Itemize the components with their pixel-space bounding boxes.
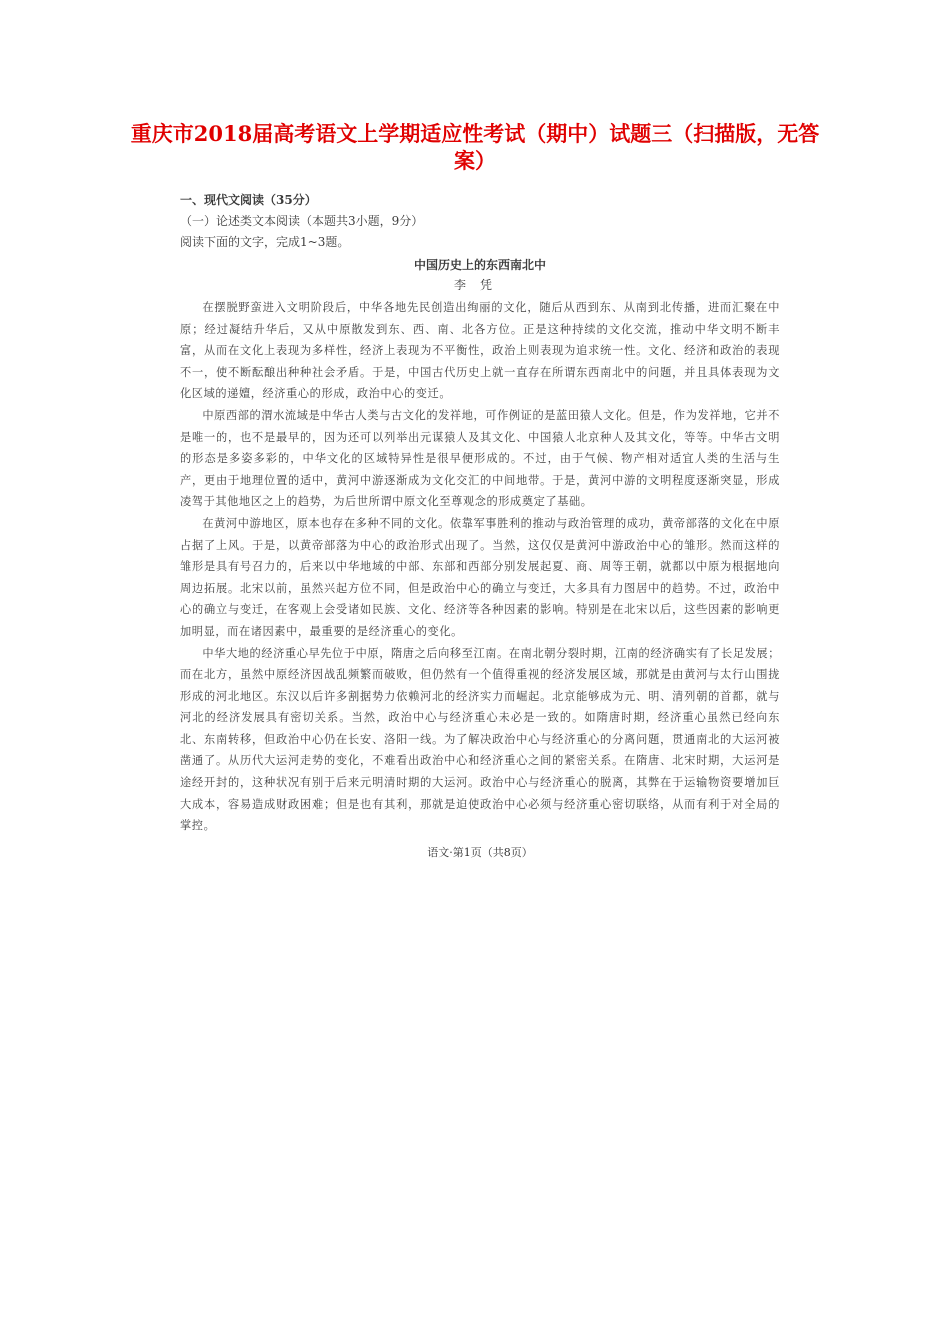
document-title: 重庆市2018届高考语文上学期适应性考试（期中）试题三（扫描版，无答案）: [130, 121, 820, 173]
subsection-heading: （一）论述类文本阅读（本题共3小题，9分）: [180, 214, 424, 228]
page-footer: 语文·第1页（共8页）: [427, 845, 533, 859]
scanned-page: [180, 190, 780, 863]
article-paragraph: 在黄河中游地区，原本也存在多种不同的文化。依靠军事胜利的推动与政治管理的成功，黄帝部落的文化在中原占据了上风。于是，以黄帝部落为中心的政治形式出现了。当然，这仅仅是黄河中游政治中心的雏形。然而这样的雏形是具有号召力的，后来以中华地域的中部、东部和西部分别发展起夏、商、周等王朝，就都以中原为根据地向周边拓展。北宋以前，虽然兴起方位不同，但是政治中心的确立与变迁，大多具有力图居中的趋势。不过，政治中心的确立与变迁，在客观上会受诸如民族、文化、经济等各种因素的影响。特别是在北宋以后，这些因素的影响更加明显，而在诸因素中，最重要的是经济重心的变化。: [180, 516, 780, 638]
article-author: 李凭: [453, 278, 506, 292]
article-title: 中国历史上的东西南北中: [413, 258, 546, 272]
article-paragraph: 在摆脱野蛮进入文明阶段后，中华各地先民创造出绚丽的文化，随后从西到东、从南到北传播，进而汇聚在中原；经过凝结升华后，又从中原散发到东、西、南、北各方位。正是这种持续的文化交流，推动中华文明不断丰富，从而在文化上表现为多样性，经济上表现为不平衡性，政治上则表现为追求统一性。文化、经济和政治的表现不一，使不断酝酿出种种社会矛盾。于是，中国古代历史上就一直存在所谓东西南北中的问题，并且具体表现为文化区域的递嬗，经济重心的形成，政治中心的变迁。: [180, 301, 780, 401]
article-paragraph: 中原西部的渭水流域是中华古人类与古文化的发祥地，可作例证的是蓝田猿人文化。但是，作为发祥地，它并不是唯一的，也不是最早的，因为还可以列举出元谋猿人及其文化、中国猿人北京种人及其文化，等等。中华古文明的形态是多姿多彩的，中华文化的区域特异性是很早便形成的。不过，由于气候、物产相对适宜人类的生活与生产，更由于地理位置的适中，黄河中游逐渐成为文化交汇的中间地带。于是，黄河中游的文明程度逐渐突显，形成凌驾于其他地区之上的趋势，为后世所谓中原文化至尊观念的形成奠定了基础。: [180, 408, 780, 509]
section-heading: 一、现代文阅读（35分）: [180, 193, 317, 207]
article-paragraph: 中华大地的经济重心早先位于中原，隋唐之后向移至江南。在南北朝分裂时期，江南的经济确实有了长足发展；而在北方，虽然中原经济因战乱频繁而破败，但仍然有一个值得重视的经济发展区域，那就是由黄河与太行山围拢形成的河北地区。东汉以后许多割据势力依赖河北的经济实力而崛起。北京能够成为元、明、清列朝的首都，就与河北的经济发展具有密切关系。当然，政治中心与经济重心未必是一致的。如隋唐时期，经济重心虽然已经向东北、东南转移，但政治中心仍在长安、洛阳一线。为了解决政治中心与经济重心的分离问题，贯通南北的大运河被凿通了。从历代大运河走势的变化，不难看出政治中心和经济重心之间的紧密关系。在隋唐、北宋时期，大运河是途经开封的，这种状况有别于后来元明清时期的大运河。政治中心与经济重心的脱离，其弊在于运输物资要增加巨大成本，容易造成财政困难；但是也有其利，那就是迫使政治中心必须与经济重心密切联络，从而有利于对全局的掌控。: [180, 646, 780, 833]
instruction-text: 阅读下面的文字，完成1~3题。: [180, 235, 350, 249]
